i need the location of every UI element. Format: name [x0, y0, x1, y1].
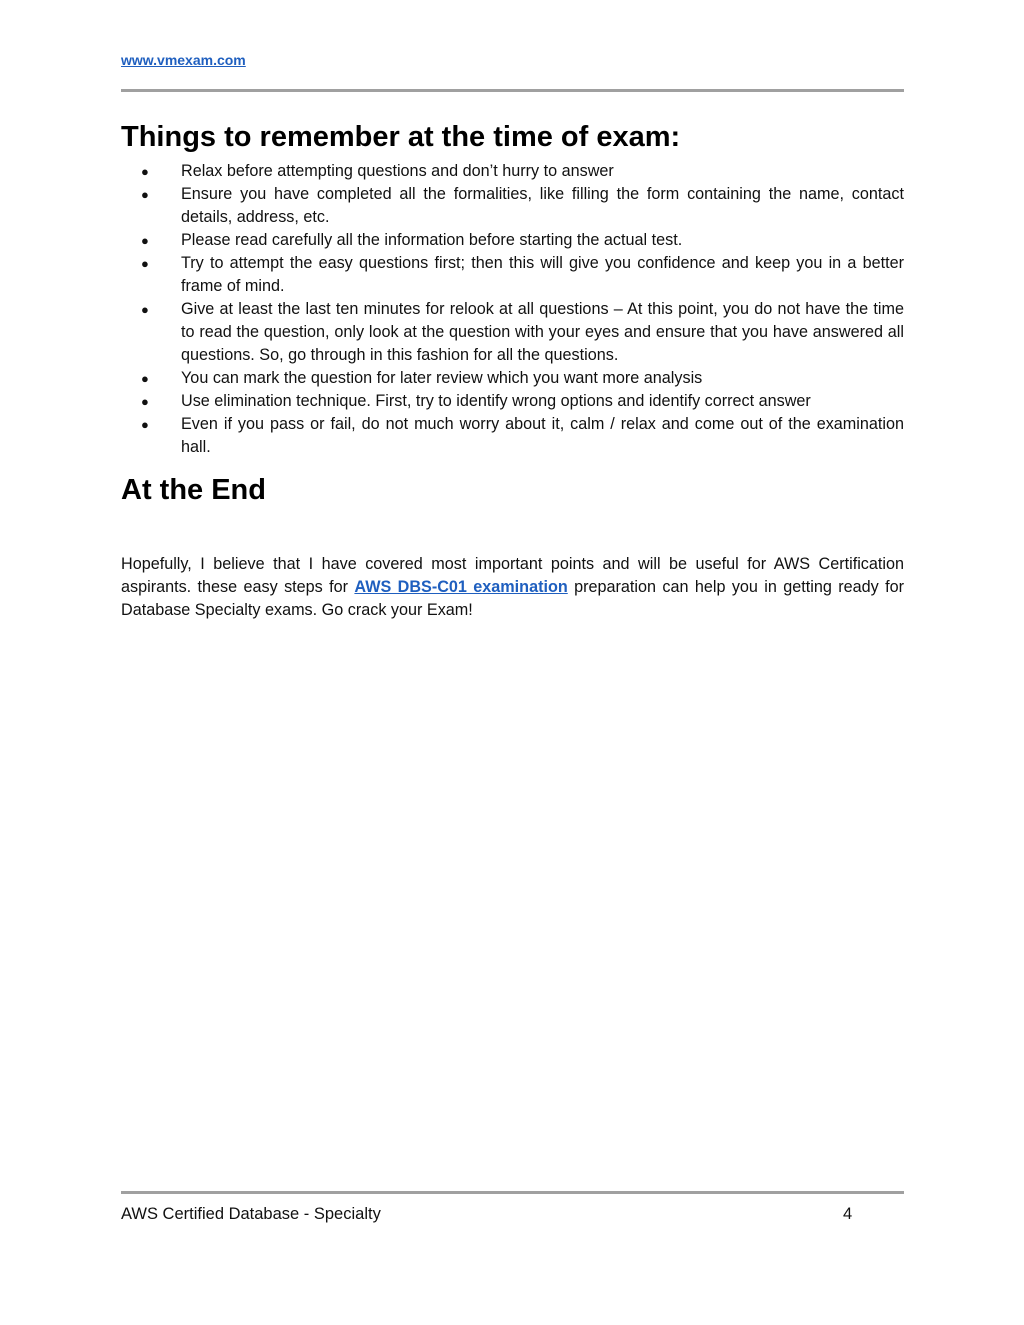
page-content	[121, 118, 904, 622]
bullet-icon: ●	[141, 164, 149, 179]
list-item-text: Relax before attempting questions and don’t hurry to answer	[181, 162, 614, 180]
list-item	[121, 298, 904, 367]
list-item-text: Even if you pass or fail, do not much worry about it, calm / relax and come out of the examination hall.	[181, 415, 904, 456]
list-item-text: Ensure you have completed all the formalities, like filling the form containing the name, contact details, address, etc.	[181, 185, 904, 226]
list-item-text: You can mark the question for later review which you want more analysis	[181, 369, 703, 387]
header-site-link[interactable]: www.vmexam.com	[121, 52, 246, 68]
bullet-icon: ●	[141, 417, 149, 432]
bullet-icon: ●	[141, 371, 149, 386]
footer-divider	[121, 1191, 904, 1194]
bullet-icon: ●	[141, 302, 149, 317]
list-item	[121, 390, 904, 413]
bullet-icon: ●	[141, 233, 149, 248]
list-item-text: Please read carefully all the information before starting the actual test.	[181, 231, 683, 249]
list-item	[121, 183, 904, 229]
bullet-icon: ●	[141, 256, 149, 271]
closing-text-end: preparation can help you in getting ready for Database Specialty exams. Go crack your Exam!	[121, 578, 904, 619]
bullet-icon: ●	[141, 394, 149, 409]
exam-tips-list	[121, 160, 904, 459]
list-item	[121, 413, 904, 459]
list-item	[121, 229, 904, 252]
bullet-icon: ●	[141, 187, 149, 202]
list-item-text: Use elimination technique. First, try to identify wrong options and identify correct answer	[181, 392, 811, 410]
page-number: 4	[843, 1205, 853, 1223]
list-item	[121, 160, 904, 183]
footer-title: AWS Certified Database - Specialty	[121, 1205, 381, 1223]
closing-text-start: Hopefully, I believe that I have covered most important points and will be useful for AWS Certification aspirants. these easy steps for	[121, 555, 904, 596]
list-item	[121, 367, 904, 390]
closing-paragraph	[121, 553, 904, 622]
header-divider	[121, 89, 904, 92]
exam-link[interactable]: AWS DBS-C01 examination	[354, 578, 568, 596]
list-item-text: Give at least the last ten minutes for relook at all questions – At this point, you do not have the time to read the question, only look at the question with your eyes and ensure that you have answered all questions. So, go through in this fashion for all the questions.	[181, 300, 904, 364]
list-item-text: Try to attempt the easy questions first; then this will give you confidence and keep you in a better frame of mind.	[181, 254, 904, 295]
list-item	[121, 252, 904, 298]
section-title-at-the-end: At the End	[121, 474, 266, 506]
section-title-exam-tips: Things to remember at the time of exam:	[121, 121, 681, 153]
